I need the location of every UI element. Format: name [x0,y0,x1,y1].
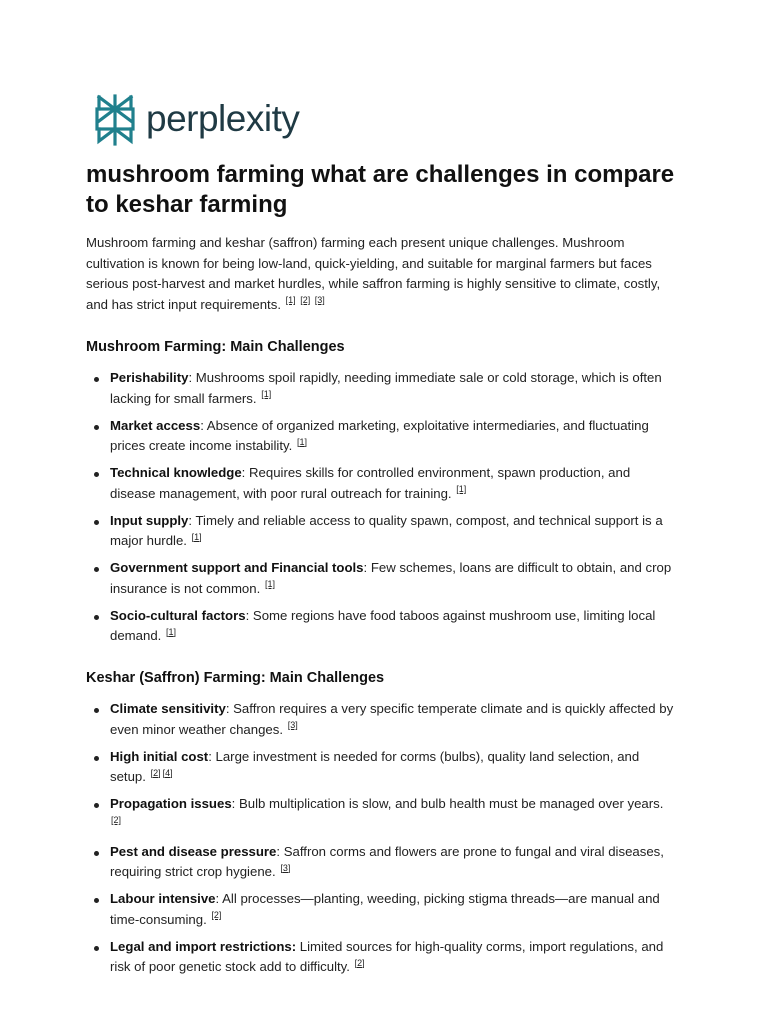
citation-link[interactable]: [1] [296,436,307,447]
citation-link[interactable]: [4] [162,767,173,778]
list-item [86,889,676,930]
citation-link[interactable]: [1] [166,626,177,637]
list-item [86,558,676,599]
citation-link[interactable]: [1] [261,389,272,400]
citation-link[interactable]: [1] [456,484,467,495]
bullet-icon [94,756,99,761]
intro-paragraph [86,233,670,315]
perplexity-logo-icon [94,94,136,146]
list-item [86,842,676,883]
item-term: Legal and import restrictions: [110,938,297,954]
citation-link[interactable]: [2] [354,957,365,968]
citation-link[interactable]: [1] [285,295,296,306]
list-item [86,463,676,504]
item-text: : Saffron corms and flowers are prone to fungal and viral diseases, requiring strict crop hygiene. [110,843,664,879]
item-text: : Timely and reliable access to quality spawn, compost, and technical support is a major hurdle. [110,512,663,548]
citation-link[interactable]: [2] [111,815,122,826]
item-text: : Requires skills for controlled environment, spawn production, and disease management, with poor rural outreach for training. [110,465,631,501]
mushroom-challenges-list [86,368,676,653]
list-item [86,606,676,647]
saffron-challenges-list [86,699,676,984]
citation-link[interactable]: [3] [280,862,291,873]
item-term: Labour intensive [110,891,216,906]
citation-link[interactable]: [1] [264,579,275,590]
bullet-icon [94,520,99,525]
section-heading-saffron: Keshar (Saffron) Farming: Main Challenges [86,670,385,686]
brand-name: perplexity [146,97,300,139]
bullet-icon [94,472,99,477]
citation-link[interactable]: [3] [314,295,325,306]
bullet-icon [94,615,99,620]
citation-link[interactable]: [2] [300,295,311,306]
item-term: Perishability [110,370,189,385]
perplexity-logo [94,94,299,146]
list-item [86,416,676,457]
item-term: Climate sensitivity [110,701,226,716]
item-term: High initial cost [110,748,209,764]
citation-link[interactable]: [2] [150,767,161,778]
item-term: Market access [110,417,201,433]
bullet-icon [94,898,99,903]
item-text: : Saffron requires a very specific temperate climate and is quickly affected by even minor weather changes. [110,701,674,737]
citation-link[interactable]: [2] [211,910,222,921]
item-text: Limited sources for high-quality corms, import regulations, and risk of poor genetic stock add to difficulty. [110,938,664,974]
item-term: Pest and disease pressure [110,843,277,859]
citation-link[interactable]: [1] [191,531,202,542]
intro-text: Mushroom farming and keshar (saffron) farming each present unique challenges. Mushroom cultivation is known for being low-land, quick-yielding, and suitable for marginal farmers but faces serious post-harvest and market hurdles, while saffron farming is highly sensitive to climate, costly, and has strict input requirements. [86,235,661,312]
bullet-icon [94,377,99,382]
list-item [86,747,676,788]
list-item [86,699,676,740]
item-text: : Some regions have food taboos against mushroom use, limiting local demand. [110,607,656,643]
citation-link[interactable]: [3] [287,720,298,731]
page-title: mushroom farming what are challenges in compare to keshar farming [86,161,675,218]
list-item [86,794,676,835]
item-text: : Bulb multiplication is slow, and bulb health must be managed over years. [231,796,664,811]
item-term: Technical knowledge [110,465,242,480]
item-text: : Mushrooms spoil rapidly, needing immediate sale or cold storage, which is often lacking for small farmers. [110,370,662,406]
section-heading-mushroom: Mushroom Farming: Main Challenges [86,339,345,355]
item-term: Socio-cultural factors [110,607,246,623]
list-item [86,937,676,978]
item-text: : Few schemes, loans are difficult to obtain, and crop insurance is not common. [110,560,672,596]
item-text: : Large investment is needed for corms (bulbs), quality land selection, and setup. [110,748,640,784]
item-text: : Absence of organized marketing, exploitative intermediaries, and fluctuating prices create income instability. [110,417,649,453]
intro-citations [286,295,327,305]
bullet-icon [94,567,99,572]
bullet-icon [94,708,99,713]
bullet-icon [94,946,99,951]
bullet-icon [94,851,99,856]
list-item [86,368,676,409]
list-item [86,511,676,552]
item-text: : All processes—planting, weeding, picking stigma threads—are manual and time-consuming. [110,891,660,927]
item-term: Propagation issues [110,796,232,811]
bullet-icon [94,425,99,430]
bullet-icon [94,803,99,808]
item-term: Government support and Financial tools [110,560,364,575]
item-term: Input supply [110,512,189,528]
